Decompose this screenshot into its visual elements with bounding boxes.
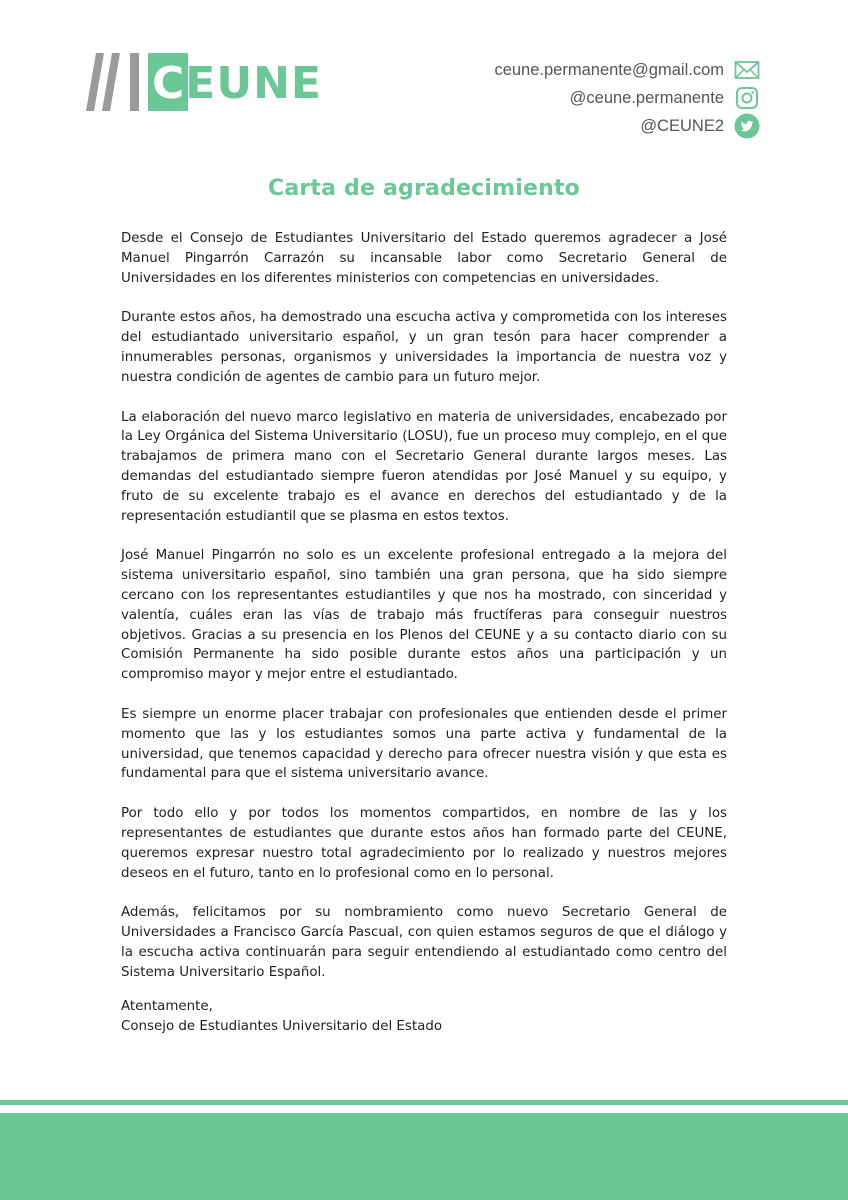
contact-email-text[interactable]: ceune.permanente@gmail.com bbox=[494, 60, 724, 79]
letter-closing: Atentamente, bbox=[121, 999, 213, 1014]
contact-instagram-text[interactable]: @ceune.permanente bbox=[569, 88, 724, 107]
contact-list bbox=[494, 56, 760, 140]
twitter-icon bbox=[734, 113, 760, 139]
letter-paragraph: Durante estos años, ha demostrado una escucha activa y comprometida con los intereses del estudiantado universitario español, y un gran tesón para hacer comprender a innumerables personas, organismos y universidades la importancia de nuestra voz y nuestra condición de agentes de cambio para un futuro mejor. bbox=[121, 310, 727, 385]
letter-signature: Consejo de Estudiantes Universitario del Estado bbox=[121, 1019, 443, 1034]
contact-email[interactable] bbox=[494, 56, 760, 84]
letter-body bbox=[121, 229, 727, 1003]
letter-title: Carta de agradecimiento bbox=[267, 176, 580, 201]
contact-instagram[interactable] bbox=[494, 84, 760, 112]
logo-text bbox=[152, 55, 322, 113]
contact-twitter-text[interactable]: @CEUNE2 bbox=[640, 116, 724, 135]
letter-paragraph: Desde el Consejo de Estudiantes Universitario del Estado queremos agradecer a José Manuel Pingarrón Carrazón su incansable labor como Secretario General de Universidades en los diferentes ministerios con competencias en universidades. bbox=[121, 231, 727, 286]
logo-bars-graphic bbox=[86, 53, 146, 111]
instagram-icon bbox=[734, 85, 760, 111]
letter-paragraph: Por todo ello y por todos los momentos compartidos, en nombre de las y los representantes de estudiantes que durante estos años han formado parte del CEUNE, queremos expresar nuestro total agradecimiento por lo realizado y nuestros mejores deseos en el futuro, tanto en lo profesional como en lo personal. bbox=[121, 806, 727, 881]
logo-text-rest: EUNE bbox=[185, 58, 322, 109]
logo-text-first-letter: C bbox=[152, 58, 186, 109]
letter-paragraph: José Manuel Pingarrón no solo es un excelente profesional entregado a la mejora del sistema universitario español, sino también una gran persona, que ha sido siempre cercano con los representantes estudiantiles y que nos ha mostrado, con sinceridad y valentía, cuáles eran las vías de trabajo más fructíferas para conseguir nuestros objetivos. Gracias a su presencia en los Plenos del CEUNE y a su contacto diario con su Comisión Permanente ha sido posible durante estos años una participación y un compromiso mayor y mejor entre el estudiantado. bbox=[121, 548, 727, 683]
letter-closing-block bbox=[121, 997, 727, 1037]
letter-paragraph: Además, felicitamos por su nombramiento como nuevo Secretario General de Universidades a Francisco García Pascual, con quien estamos seguros de que el diálogo y la escucha activa continuarán para seguir entendiendo al estudiantado como centro del Sistema Universitario Español. bbox=[121, 905, 727, 980]
mail-icon bbox=[734, 57, 760, 83]
footer-divider bbox=[0, 1100, 848, 1105]
contact-twitter[interactable] bbox=[494, 112, 760, 140]
letter-paragraph: Es siempre un enorme placer trabajar con profesionales que entienden desde el primer momento que las y los estudiantes somos una parte activa y fundamental de la universidad, que tenemos capacidad y derecho para ofrecer nuestra visión y que esta es fundamental para que el sistema universitario avance. bbox=[121, 706, 727, 782]
letter-paragraph: La elaboración del nuevo marco legislativo en materia de universidades, encabezado por la Ley Orgánica del Sistema Universitario (LOSU), fue un proceso muy complejo, en el que trabajamos de primera mano con el Secretario General durante largos meses. Las demandas del estudiantado siempre fueron atendidas por José Manuel y su equipo, y fruto de su excelente trabajo es el avance en derechos del estudiantado y de la representación estudiantil que se plasma en estos textos. bbox=[121, 409, 727, 524]
footer-band bbox=[0, 1113, 848, 1200]
